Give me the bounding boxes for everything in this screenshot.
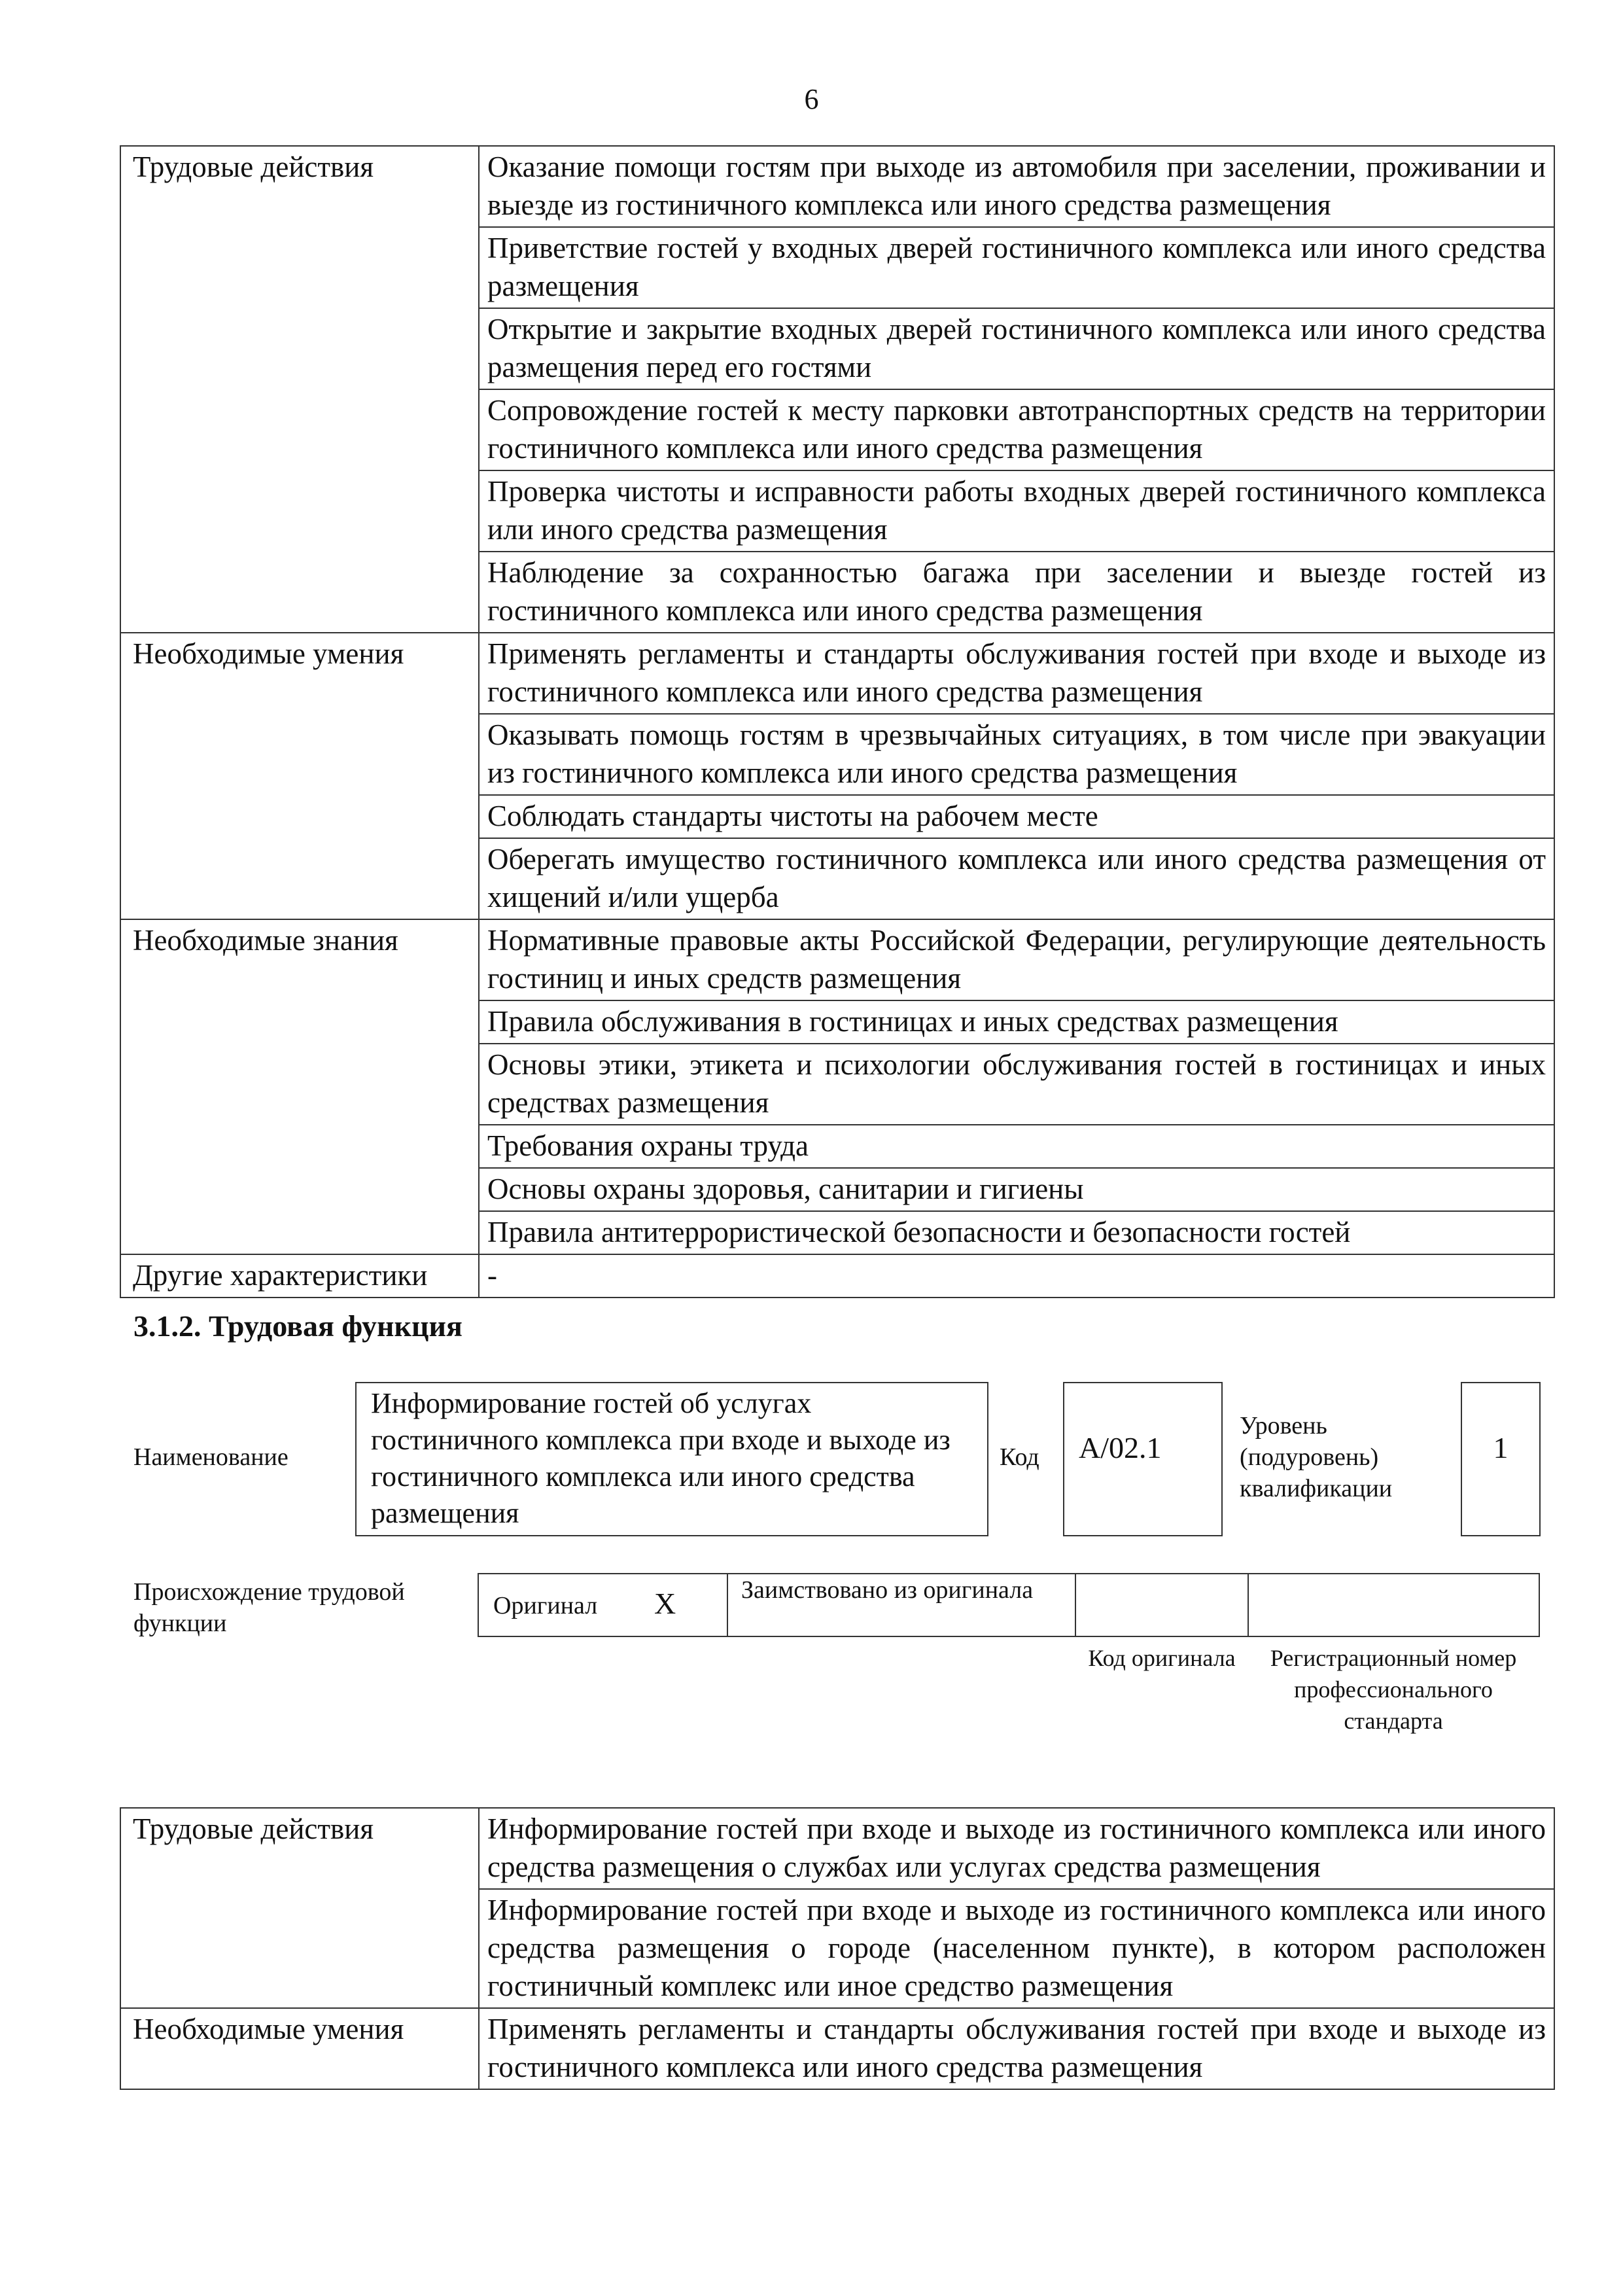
page-number: 6 [804,83,819,115]
table-row [120,1254,1554,1298]
row-item-text: Применять регламенты и стандарты обслуживания гостей при входе и выходе из гостиничного комплекса или иного средства размещения [479,633,1554,714]
code-value: A/02.1 [1079,1431,1162,1464]
row-item-text: Оказывать помощь гостям в чрезвычайных ситуациях, в том числе при эвакуации из гостиничного комплекса или иного средства размещения [479,714,1554,795]
code-caption: Код оригинала [1088,1645,1236,1671]
row-item-text: Требования охраны труда [479,1125,1554,1168]
row-item-text: Основы этики, этикета и психологии обслуживания гостей в гостиницах и иных средствах размещения [479,1044,1554,1125]
labor-function-table-1 [120,145,1555,1298]
row-group-label: Другие характеристики [120,1254,479,1298]
row-group-label: Необходимые умения [120,633,479,919]
reg-caption: Регистрационный номер профессионального стандарта [1270,1645,1517,1734]
name-value: Информирование гостей об услугах гостиничного комплекса при входе и выходе из гостиничного комплекса или иного средства размещения [371,1387,951,1529]
row-item-text: Оберегать имущество гостиничного комплекса или иного средства размещения от хищений и/или ущерба [479,838,1554,919]
code-box [1063,1382,1223,1536]
table-row [120,146,1554,227]
row-item-text: Сопровождение гостей к месту парковки автотранспортных средств на территории гостиничного комплекса или иного средства размещения [479,389,1554,470]
row-item-text: Открытие и закрытие входных дверей гостиничного комплекса или иного средства размещения перед его гостями [479,308,1554,389]
original-mark: X [654,1587,676,1620]
name-box [355,1382,988,1536]
origin-label: Происхождение трудовой функции [133,1578,405,1637]
table-row [120,633,1554,714]
level-value: 1 [1493,1431,1509,1464]
table-row [120,2008,1554,2089]
row-item-text: Соблюдать стандарты чистоты на рабочем месте [479,795,1554,838]
row-item-text: Нормативные правовые акты Российской Федерации, регулирующие деятельность гостиниц и иных средств размещения [479,919,1554,1000]
row-group-label: Необходимые знания [120,919,479,1254]
row-item-text: Наблюдение за сохранностью багажа при заселении и выезде гостей из гостиничного комплекса или иного средства размещения [479,552,1554,633]
row-group-label: Необходимые умения [120,2008,479,2089]
row-item-text: Приветствие гостей у входных дверей гостиничного комплекса или иного средства размещения [479,227,1554,308]
original-label: Оригинал [493,1592,598,1619]
row-group-label: Трудовые действия [120,146,479,633]
original-code-cell [1075,1573,1249,1637]
row-item-text: Основы охраны здоровья, санитарии и гигиены [479,1168,1554,1211]
row-item-text: Информирование гостей при входе и выходе из гостиничного комплекса или иного средства размещения о городе (населенном пункте), в котором расположен гостиничный комплекс или иное средство размещения [479,1889,1554,2008]
reg-number-cell [1248,1573,1540,1637]
borrowed-label: Заимствовано из оригинала [741,1576,1034,1604]
level-box [1461,1382,1541,1536]
row-item-text: Правила обслуживания в гостиницах и иных средствах размещения [479,1000,1554,1044]
name-label: Наименование [133,1443,288,1471]
row-item-text: Проверка чистоты и исправности работы входных дверей гостиничного комплекса или иного средства размещения [479,470,1554,552]
table-row [120,1808,1554,1889]
row-group-label: Трудовые действия [120,1808,479,2008]
origin-original-cell [478,1573,728,1637]
borrowed-cell [727,1573,1076,1637]
row-item-text: Применять регламенты и стандарты обслуживания гостей при входе и выходе из гостиничного комплекса или иного средства размещения [479,2008,1554,2089]
row-item-text: - [479,1254,1554,1298]
code-label: Код [1000,1443,1039,1471]
row-item-text: Оказание помощи гостям при выходе из автомобиля при заселении, проживании и выезде из гостиничного комплекса или иного средства размещения [479,146,1554,227]
row-item-text: Правила антитеррористической безопасности и безопасности гостей [479,1211,1554,1254]
row-item-text: Информирование гостей при входе и выходе из гостиничного комплекса или иного средства размещения о службах или услугах средства размещения [479,1808,1554,1889]
labor-function-table-2 [120,1807,1555,2090]
level-label: Уровень (подуровень) квалификации [1240,1412,1393,1502]
section-heading: 3.1.2. Трудовая функция [133,1309,462,1343]
table-row [120,919,1554,1000]
